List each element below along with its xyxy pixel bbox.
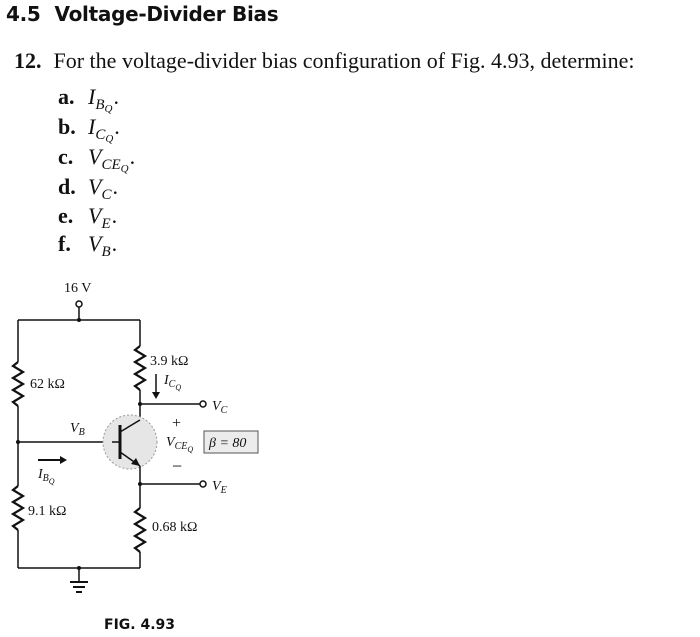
ve-label: V [212, 479, 221, 494]
node-base [16, 440, 20, 444]
vce-sub2: Q [187, 445, 194, 454]
part-e: e. $V_E$. [58, 203, 118, 232]
beta-label: β = 80 [209, 436, 247, 451]
part-a: a. $I_{BQ}$. [58, 84, 119, 115]
svg-text:VCEQ [166, 435, 193, 454]
svg-text:ICQ [163, 373, 181, 392]
vce-sub: CE [174, 441, 188, 452]
supply-terminal [76, 301, 82, 307]
section-title: Voltage-Divider Bias [54, 2, 279, 26]
part-b: b. $I_{CQ}$. [58, 114, 120, 145]
svg-text:VB [70, 421, 85, 438]
re-label: 0.68 kΩ [152, 520, 198, 535]
section-number: 4.5 [6, 2, 41, 26]
rc-resistor [135, 346, 145, 390]
problem-text: For the voltage-divider bias configuration of Fig. 4.93, determine: [53, 48, 635, 73]
node-collector [138, 402, 142, 406]
node-emitter [138, 482, 142, 486]
part-c: c. $V_{CEQ}$. [58, 144, 136, 175]
r1-resistor [13, 362, 23, 406]
ib-sub: B [42, 473, 49, 484]
ib-label: I [38, 467, 43, 482]
transistor-envelope [103, 415, 157, 469]
minus-sign: − [172, 456, 183, 476]
node-left-top [77, 318, 81, 322]
vc-terminal [200, 401, 206, 407]
ic-label: I [164, 373, 169, 388]
ib-sub2: Q [48, 477, 55, 486]
plus-sign: + [172, 415, 182, 432]
vc-label: V [212, 399, 221, 414]
part-f: f. $V_B$. [58, 231, 118, 260]
supply-label: 16 V [64, 281, 92, 296]
svg-text:VE [212, 479, 227, 496]
ve-terminal [200, 481, 206, 487]
ic-sub2: Q [175, 383, 182, 392]
ic-arrowhead [152, 392, 160, 399]
ic-sub: C [168, 379, 176, 390]
r2-label: 9.1 kΩ [28, 504, 67, 519]
node-ground [77, 566, 81, 570]
vc-sub: C [220, 405, 228, 416]
r1-label: 62 kΩ [30, 377, 65, 392]
ve-sub: E [220, 485, 227, 496]
part-d: d. $V_C$. [58, 174, 118, 203]
svg-text:VC [212, 399, 228, 416]
rc-label: 3.9 kΩ [150, 354, 189, 369]
r2-resistor [13, 486, 23, 530]
svg-text:IBQ [37, 467, 55, 486]
vb-sub: B [78, 427, 85, 438]
vb-label: V [70, 421, 79, 436]
ib-arrowhead [60, 456, 67, 464]
figure-caption: FIG. 4.93 [104, 617, 175, 633]
problem-number: 12. [14, 48, 42, 73]
vce-label: V [166, 435, 175, 450]
re-resistor [135, 508, 145, 552]
